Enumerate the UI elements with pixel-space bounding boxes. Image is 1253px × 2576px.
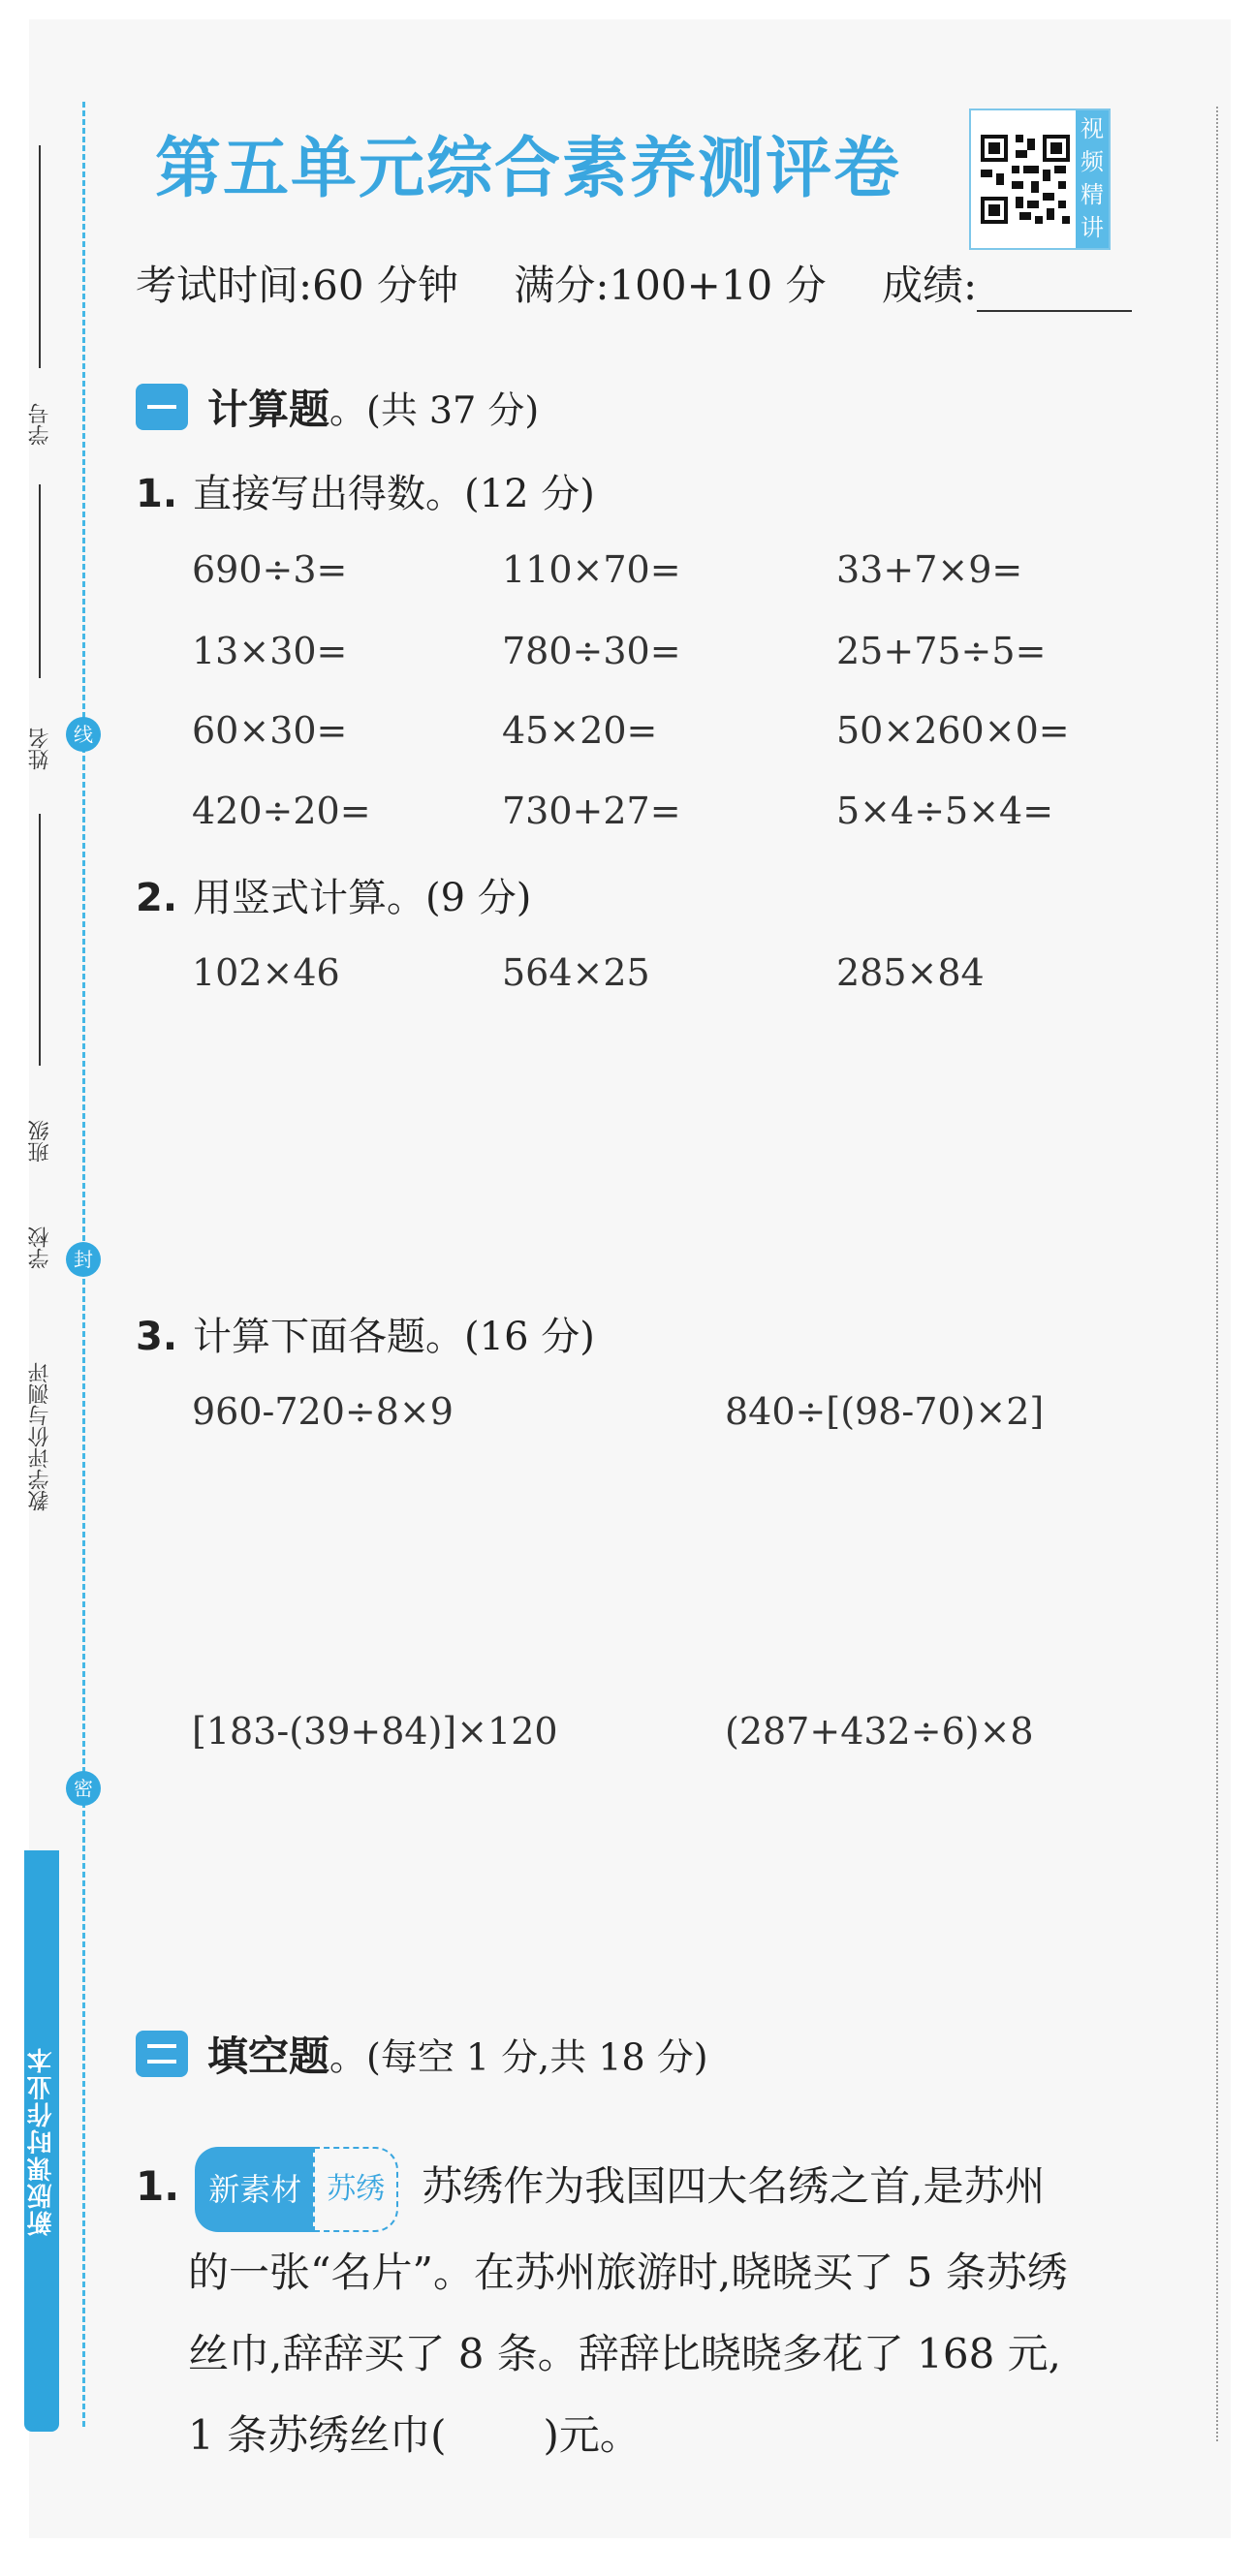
binding-label-school: 学校 xyxy=(28,1226,52,1269)
binding-rule xyxy=(39,484,41,678)
answer-prefix: 1 条苏绣丝巾( xyxy=(188,2411,447,2459)
binding-circle-line: 线 xyxy=(66,717,101,752)
calc-item: 690÷3= xyxy=(192,548,348,591)
qr-tag-label: 视频精讲 xyxy=(1076,110,1109,248)
binding-label-class: 班级 xyxy=(28,1120,52,1163)
new-material-tag: 新素材 xyxy=(195,2147,313,2232)
calc-item: 5×4÷5×4= xyxy=(836,790,1054,832)
section-number-one-icon xyxy=(136,384,188,430)
calc-item: 60×30= xyxy=(192,709,348,752)
calc-item: 730+27= xyxy=(502,790,681,832)
question-text-line: 丝巾,辞辞买了 8 条。辞辞比晓晓多花了 168 元, xyxy=(188,2330,1061,2377)
compute-item: 960-720÷8×9 xyxy=(192,1390,454,1433)
binding-circle-seal: 封 xyxy=(66,1242,101,1277)
compute-item: (287+432÷6)×8 xyxy=(725,1710,1034,1753)
binding-label-student-id: 学号 xyxy=(28,403,52,446)
calc-item: 13×30= xyxy=(192,630,348,672)
qr-code-icon[interactable] xyxy=(977,116,1074,242)
topic-tag: 苏绣 xyxy=(313,2147,398,2232)
right-dotted-line xyxy=(1216,107,1218,2441)
calc-item: 780÷30= xyxy=(502,630,681,672)
question-text: 计算下面各题。(16 分) xyxy=(193,1315,595,1359)
page-title: 第五单元综合素养测评卷 xyxy=(155,130,902,207)
compute-item: [183-(39+84)]×120 xyxy=(192,1710,558,1753)
question-text-line: 的一张“名片”。在苏州旅游时,晓晓买了 5 条苏绣 xyxy=(188,2249,1068,2296)
exam-full-score: 满分:100+10 分 xyxy=(514,262,827,309)
section-2-header xyxy=(136,2025,708,2083)
question-number: 2. xyxy=(136,876,178,920)
question-1-2 xyxy=(136,867,531,922)
binding-rule xyxy=(39,814,41,1066)
exam-meta xyxy=(136,254,1132,312)
question-number: 1. xyxy=(136,472,178,516)
binding-circle-secret: 密 xyxy=(66,1771,101,1806)
video-qr-block[interactable] xyxy=(969,109,1111,250)
vertical-calc-item: 285×84 xyxy=(836,951,985,994)
score-blank[interactable] xyxy=(977,310,1132,312)
question-text-line: 苏绣作为我国四大名绣之首,是苏州 xyxy=(422,2162,1046,2210)
calc-item: 110×70= xyxy=(502,548,681,591)
section-number-two-icon xyxy=(136,2031,188,2077)
binding-label-name: 姓名 xyxy=(28,728,52,770)
question-2-1 xyxy=(136,2146,1153,2476)
section-2-title: 填空题 xyxy=(207,2033,330,2080)
question-number: 1. xyxy=(136,2162,180,2210)
section-1-title: 计算题 xyxy=(207,386,330,433)
calc-item: 420÷20= xyxy=(192,790,371,832)
section-1-header xyxy=(136,378,539,436)
question-1-3 xyxy=(136,1306,595,1361)
compute-item: 840÷[(98-70)×2] xyxy=(725,1390,1045,1433)
calc-item: 45×20= xyxy=(502,709,658,752)
answer-suffix: )元。 xyxy=(543,2411,641,2459)
binding-rule xyxy=(39,145,41,368)
exam-score-label: 成绩: xyxy=(881,262,978,309)
binding-label-series: 教学评价与测评 xyxy=(28,1362,52,1511)
question-text: 直接写出得数。(12 分) xyxy=(193,472,595,516)
question-1-1 xyxy=(136,463,595,518)
calc-item: 50×260×0= xyxy=(836,709,1070,752)
question-text-line-answer xyxy=(136,2395,1153,2476)
question-text: 用竖式计算。(9 分) xyxy=(193,876,532,920)
calc-item: 25+75÷5= xyxy=(836,630,1047,672)
vertical-calc-item: 102×46 xyxy=(192,951,340,994)
brand-band-text: 新版课时作业本 xyxy=(27,2046,56,2236)
exam-time: 考试时间:60 分钟 xyxy=(136,262,458,309)
vertical-calc-item: 564×25 xyxy=(502,951,650,994)
section-1-note: 。(共 37 分) xyxy=(329,388,540,432)
question-number: 3. xyxy=(136,1315,178,1359)
calc-item: 33+7×9= xyxy=(836,548,1023,591)
section-2-note: 。(每空 1 分,共 18 分) xyxy=(329,2035,708,2079)
